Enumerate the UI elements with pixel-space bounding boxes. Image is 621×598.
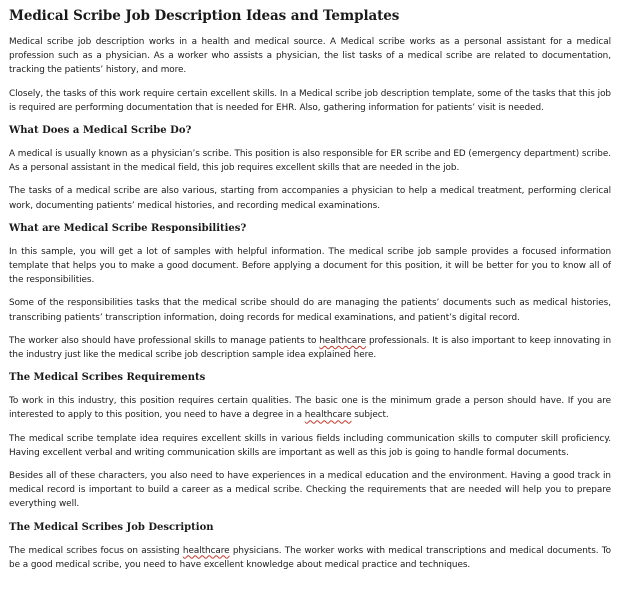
section1-paragraph-1: A medical is usually known as a physician’s scribe. This position is also responsible for ER scribe and ED (emergency department) scribe. As a personal assistant in the medical field, this job requires excellent skills that are needed in the job. — [9, 149, 611, 174]
section2-paragraph-1: In this sample, you will get a lot of samples with helpful information. The medical scribe job sample provides a focused information template that helps you to make a good document. Before applying a document for this position, it will be better for you to know all of the responsibilities. — [9, 246, 611, 286]
text-run: The medical scribes focus on assisting — [9, 545, 183, 556]
section1-paragraph-2: The tasks of a medical scribe are also various, starting from accompanies a physician to help a medical treatment, performing clerical work, documenting patients’ medical histories, and recording medical examinations. — [9, 186, 611, 211]
text-run: subject. — [351, 410, 389, 421]
text-run: The worker also should have professional skills to manage patients to — [9, 335, 320, 346]
document-title: Medical Scribe Job Description Ideas and Templates — [9, 8, 400, 24]
section-heading-responsibilities: What are Medical Scribe Responsibilities? — [9, 222, 247, 234]
section3-paragraph-1 — [9, 394, 611, 422]
section-heading-what-does: What Does a Medical Scribe Do? — [9, 125, 192, 137]
spellcheck-word: healthcare — [304, 410, 352, 421]
section4-paragraph-1 — [9, 544, 611, 572]
spellcheck-word: healthcare — [319, 335, 366, 346]
section2-paragraph-3 — [9, 334, 611, 362]
intro-paragraph-1: Medical scribe job description works in a health and medical source. A Medical scribe works as a personal assistant for a medical profession such as a physician. As a worker who assists a physician, the list tasks of a medical scribe are related to documentation, tracking the patients’ history, and more. — [9, 37, 611, 76]
text-run: To work in this industry, this position requires certain qualities. The basic one is the minimum grade a person should have. If you are interested to apply to this position, you need to have a degree in a — [9, 396, 611, 421]
section-heading-job-description: The Medical Scribes Job Description — [9, 521, 214, 533]
text-run: physicians. The worker works with medical transcriptions and medical documents. To be a good medical scribe, you need to have excellent knowledge about medical practice and techniques. — [9, 545, 611, 570]
section2-paragraph-2: Some of the responsibilities tasks that the medical scribe should do are managing the patients’ documents such as medical histories, transcribing patients’ transcription information, doing records for medical examinations, and patient’s digital record. — [9, 298, 611, 323]
section3-paragraph-3: Besides all of these characters, you also need to have experiences in a medical education and the environment. Having a good track in medical record is important to build a career as a medical scribe. Checking the requirements that are needed will help you to prepare everything well. — [9, 471, 611, 510]
text-run: professionals. It is also important to keep innovating in the industry just like the medical scribe job description sample idea explained here. — [9, 335, 612, 361]
intro-paragraph-2: Closely, the tasks of this work require certain excellent skills. In a Medical scribe job description template, some of the tasks that this job is required are performing documentation that is needed for EHR. Also, gathering information for patients’ visit is needed. — [9, 88, 611, 113]
section3-paragraph-2: The medical scribe template idea requires excellent skills in various fields including communication skills to computer skill proficiency. Having excellent verbal and writing communication skills are important as well as this job is going to handle formal documents. — [9, 433, 611, 458]
spellcheck-word: healthcare — [182, 545, 230, 556]
section-heading-requirements: The Medical Scribes Requirements — [9, 372, 206, 384]
